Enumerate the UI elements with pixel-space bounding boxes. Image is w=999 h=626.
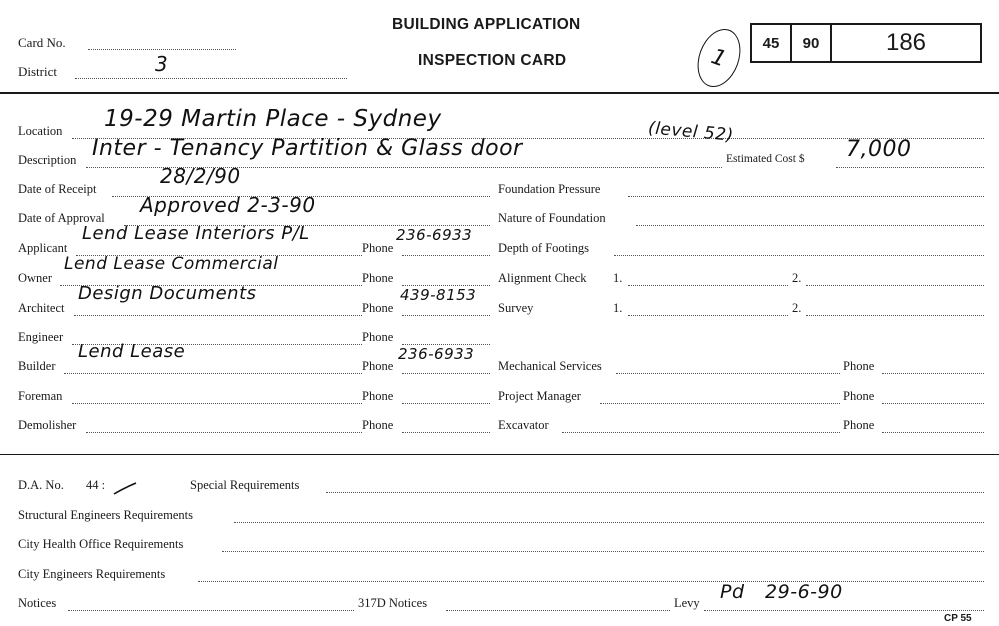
project-manager-field[interactable] xyxy=(600,403,840,404)
city-engineers-requirements-field[interactable] xyxy=(198,581,984,582)
alignment-check-1-field[interactable] xyxy=(628,285,788,286)
survey-2-field[interactable] xyxy=(806,315,984,316)
card-box-a xyxy=(750,23,792,63)
title-line-1: BUILDING APPLICATION xyxy=(392,16,581,33)
owner-value: Lend Lease Commercial xyxy=(64,254,279,274)
levy-field[interactable] xyxy=(704,610,984,611)
applicant-value: Lend Lease Interiors P/L xyxy=(82,223,310,244)
builder-phone-field[interactable] xyxy=(402,373,490,374)
section-rule xyxy=(0,454,999,455)
city-health-requirements-label: City Health Office Requirements xyxy=(18,537,184,551)
date-of-receipt-label: Date of Receipt xyxy=(18,182,97,196)
description-value: Inter - Tenancy Partition & Glass door xyxy=(92,136,523,161)
special-requirements-field[interactable] xyxy=(326,492,984,493)
notices-field[interactable] xyxy=(68,610,354,611)
da-tick-mark xyxy=(112,480,138,498)
description-label: Description xyxy=(18,153,77,167)
nature-of-foundation-label: Nature of Foundation xyxy=(498,211,606,225)
survey-1-label: 1. xyxy=(613,301,623,315)
foreman-phone-field[interactable] xyxy=(402,403,490,404)
card-box-b xyxy=(790,23,832,63)
structural-requirements-label: Structural Engineers Requirements xyxy=(18,508,193,522)
special-requirements-label: Special Requirements xyxy=(190,478,300,492)
demolisher-phone-label: Phone xyxy=(362,418,394,432)
foundation-pressure-label: Foundation Pressure xyxy=(498,182,601,196)
district-value: 3 xyxy=(155,52,169,76)
alignment-check-2-label: 2. xyxy=(792,271,802,285)
estimated-cost-field[interactable] xyxy=(836,167,984,168)
builder-phone-value: 236-6933 xyxy=(398,345,475,363)
applicant-phone-field[interactable] xyxy=(402,255,490,256)
excavator-phone-label: Phone xyxy=(843,418,875,432)
alignment-check-2-field[interactable] xyxy=(806,285,984,286)
estimated-cost-value: 7,000 xyxy=(846,137,912,162)
da-no-label: D.A. No. xyxy=(18,478,64,492)
alignment-check-1-label: 1. xyxy=(613,271,623,285)
levy-label: Levy xyxy=(674,596,700,610)
levy-value: Pd 29-6-90 xyxy=(720,581,843,603)
applicant-label: Applicant xyxy=(18,241,68,255)
card-box-b-value: 90 xyxy=(802,34,820,52)
architect-phone-field[interactable] xyxy=(402,315,490,316)
description-note: (level 52) xyxy=(647,118,735,146)
builder-label: Builder xyxy=(18,359,56,373)
notices-label: Notices xyxy=(18,596,57,610)
estimated-cost-label: Estimated Cost $ xyxy=(726,153,805,165)
builder-phone-label: Phone xyxy=(362,359,394,373)
location-value: 19-29 Martin Place - Sydney xyxy=(104,106,442,132)
circled-number: 1 xyxy=(707,43,731,73)
location-label: Location xyxy=(18,124,63,138)
circled-number-mark xyxy=(690,23,748,93)
depth-of-footings-field[interactable] xyxy=(614,255,984,256)
survey-label: Survey xyxy=(498,301,534,315)
depth-of-footings-label: Depth of Footings xyxy=(498,241,589,255)
applicant-phone-label: Phone xyxy=(362,241,394,255)
header-rule xyxy=(0,92,999,94)
date-of-approval-label: Date of Approval xyxy=(18,211,105,225)
district-label: District xyxy=(18,64,57,79)
survey-1-field[interactable] xyxy=(628,315,788,316)
da-no-value: 44 : xyxy=(86,478,106,492)
mechanical-services-label: Mechanical Services xyxy=(498,359,602,373)
architect-phone-label: Phone xyxy=(362,301,394,315)
city-health-requirements-field[interactable] xyxy=(222,551,984,552)
builder-field[interactable] xyxy=(64,373,362,374)
mechanical-services-phone-field[interactable] xyxy=(882,373,984,374)
project-manager-phone-label: Phone xyxy=(843,389,875,403)
card-box-number xyxy=(830,23,982,63)
builder-value: Lend Lease xyxy=(78,341,186,362)
owner-label: Owner xyxy=(18,271,53,285)
card-box-a-value: 45 xyxy=(762,34,780,52)
date-of-approval-value: Approved 2-3-90 xyxy=(140,193,316,217)
architect-label: Architect xyxy=(18,301,65,315)
card-no-field[interactable] xyxy=(88,49,236,50)
mechanical-services-phone-label: Phone xyxy=(843,359,875,373)
nature-of-foundation-field[interactable] xyxy=(636,225,984,226)
excavator-field[interactable] xyxy=(562,432,840,433)
demolisher-phone-field[interactable] xyxy=(402,432,490,433)
applicant-phone-value: 236-6933 xyxy=(396,226,473,244)
engineer-phone-label: Phone xyxy=(362,330,394,344)
foundation-pressure-field[interactable] xyxy=(628,196,984,197)
structural-requirements-field[interactable] xyxy=(234,522,984,523)
project-manager-label: Project Manager xyxy=(498,389,581,403)
architect-phone-value: 439-8153 xyxy=(400,286,477,304)
form-code: CP 55 xyxy=(944,613,972,624)
excavator-phone-field[interactable] xyxy=(882,432,984,433)
project-manager-phone-field[interactable] xyxy=(882,403,984,404)
notices-317d-field[interactable] xyxy=(446,610,670,611)
architect-field[interactable] xyxy=(74,315,362,316)
notices-317d-label: 317D Notices xyxy=(358,596,428,610)
engineer-label: Engineer xyxy=(18,330,64,344)
excavator-label: Excavator xyxy=(498,418,549,432)
date-of-receipt-value: 28/2/90 xyxy=(160,164,241,188)
mechanical-services-field[interactable] xyxy=(616,373,840,374)
card-no-label: Card No. xyxy=(18,35,66,50)
district-field[interactable] xyxy=(75,78,347,79)
city-engineers-requirements-label: City Engineers Requirements xyxy=(18,567,166,581)
demolisher-field[interactable] xyxy=(86,432,362,433)
card-box-number-value: 186 xyxy=(885,29,927,56)
demolisher-label: Demolisher xyxy=(18,418,77,432)
foreman-label: Foreman xyxy=(18,389,63,403)
title-line-2: INSPECTION CARD xyxy=(418,52,567,69)
owner-phone-label: Phone xyxy=(362,271,394,285)
foreman-phone-label: Phone xyxy=(362,389,394,403)
alignment-check-label: Alignment Check xyxy=(498,271,587,285)
foreman-field[interactable] xyxy=(72,403,362,404)
architect-value: Design Documents xyxy=(78,283,257,304)
survey-2-label: 2. xyxy=(792,301,802,315)
